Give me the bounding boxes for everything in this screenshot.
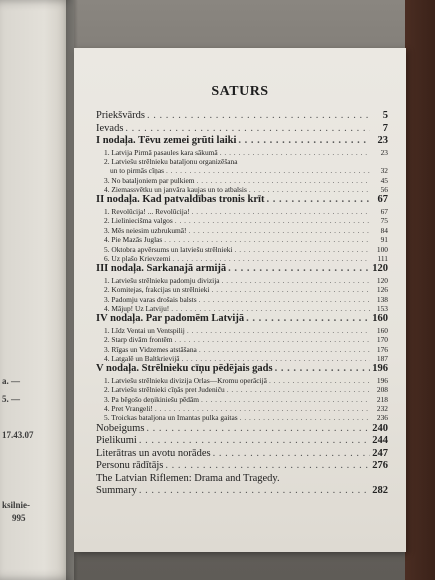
toc-entry-page: 67	[377, 194, 388, 206]
toc-entry-page: 196	[376, 375, 388, 385]
toc-entry	[96, 123, 388, 136]
toc-entry	[96, 395, 388, 404]
toc-entry-title: Nobeigums	[96, 422, 145, 434]
toc-entry-title: 4. Ziemassvētku un janvāra kaujas un to atbalsis	[104, 185, 247, 195]
dot-leader	[199, 345, 370, 354]
dot-leader	[164, 235, 370, 244]
toc-entry	[96, 345, 388, 354]
toc-entry	[96, 216, 388, 225]
dot-leader	[166, 166, 370, 175]
toc-entry-title: V nodaļa. Strēlnieku cīņu pēdējais gads	[96, 363, 273, 375]
toc-entry-title: Ievads	[96, 122, 124, 134]
toc-entry-title: The Latvian Riflemen: Drama and Tragedy.	[96, 472, 280, 484]
toc-entry-title: 4. Latgalē un Baltkrievijā	[104, 354, 180, 364]
toc-entry-page: 244	[372, 435, 388, 447]
dot-leader	[266, 194, 370, 207]
dot-leader	[175, 216, 370, 225]
toc-entry-page: 23	[380, 147, 388, 157]
toc-entry-title: 3. No bataljoniem par pulkiem	[104, 175, 195, 185]
toc-entry-title: I nodaļa. Tēvu zemei grūti laiki	[96, 135, 237, 146]
dot-leader	[173, 254, 371, 263]
left-page-fragment: 17.43.07	[2, 430, 34, 440]
toc-entry-page: 187	[376, 354, 388, 364]
toc-entry-title: 6. Uz plašo Krievzemi	[104, 253, 171, 263]
toc-entry-page: 240	[372, 422, 388, 434]
toc-entry-page: 5	[382, 110, 388, 121]
toc-entry-page: 247	[372, 447, 388, 459]
toc-entry-title: 4. Mājup! Uz Latviju!	[104, 303, 170, 313]
toc-entry-title: 2. Lieliniecišma valgos	[104, 216, 173, 226]
toc-entry-page: 138	[376, 294, 388, 304]
toc-entry-title: Pielikumi	[96, 435, 137, 447]
toc-entry	[96, 295, 388, 304]
toc-entry	[96, 194, 388, 207]
dot-leader	[146, 423, 370, 436]
toc-entry	[96, 448, 388, 461]
toc-entry	[96, 235, 388, 244]
toc-entry-page: 7	[382, 122, 388, 134]
dot-leader	[213, 448, 370, 461]
toc-entry-title: 1. Latviešu strēlnieku divizija Orlas—Kromu operācijā	[104, 375, 267, 385]
toc-entry-title: 5. Oktobra apvērsums un latviešu strēlnieki	[104, 244, 233, 254]
toc-entry-page: 120	[372, 263, 388, 275]
toc-entry	[96, 404, 388, 413]
toc-entry-page: 160	[376, 325, 388, 335]
toc-entry-title: 3. Padomju varas drošais balsts	[104, 294, 197, 304]
toc-entry-page: 45	[380, 175, 388, 185]
toc-entry	[96, 276, 388, 285]
toc-entry-page: 111	[377, 253, 388, 263]
toc-entry-title: 2. Latviešu strēlnieku bataljonu organizēšana	[104, 156, 238, 166]
dot-leader	[155, 404, 370, 413]
toc-entry	[96, 485, 388, 498]
toc-entry	[96, 226, 388, 235]
toc-entry-page: 160	[372, 313, 388, 325]
dot-leader	[175, 335, 370, 344]
toc-entry-page: 23	[377, 135, 388, 146]
toc-entry-page: 153	[376, 303, 388, 313]
dot-leader	[249, 185, 370, 194]
toc-entry-page: 32	[380, 166, 388, 176]
toc-entry-title: 3. Pa bēgošo deņikiniešu pēdām	[104, 394, 200, 404]
book-cover-edge	[405, 0, 435, 580]
toc-entry-page: 208	[376, 385, 388, 395]
dot-leader	[187, 326, 370, 335]
dot-leader	[199, 295, 370, 304]
toc-entry-page: 232	[376, 404, 388, 414]
toc-entry-page: 120	[376, 275, 388, 285]
dot-leader	[235, 245, 371, 254]
table-of-contents	[96, 110, 388, 498]
dot-leader	[269, 376, 370, 385]
dot-leader	[240, 413, 370, 422]
toc-entry-title: III nodaļa. Sarkanajā armijā	[96, 263, 227, 275]
left-page-fragment: ksilnie-	[2, 500, 31, 510]
toc-entry-page: 91	[380, 235, 388, 245]
dot-leader	[275, 363, 370, 376]
toc-entry-title: Literātras un avotu norādes	[96, 447, 211, 459]
dot-leader	[227, 385, 370, 394]
dot-leader	[228, 263, 370, 276]
dot-leader	[171, 304, 370, 313]
toc-entry	[96, 185, 388, 194]
contents-page	[74, 48, 406, 552]
toc-entry-title: 3. Mēs neiesim uzbrukumā!	[104, 225, 187, 235]
toc-entry-title: 3. Rīgas un Vidzemes atstāšana	[104, 344, 197, 354]
toc-entry	[96, 166, 388, 175]
dot-leader	[147, 110, 370, 123]
toc-entry-page: 75	[380, 216, 388, 226]
toc-entry-title: Summary	[96, 485, 137, 497]
dot-leader	[212, 285, 371, 294]
dot-leader	[189, 226, 370, 235]
toc-entry	[96, 423, 388, 436]
toc-entry-title: un to pirmās cīņas	[110, 166, 164, 176]
toc-entry	[96, 335, 388, 344]
toc-entry	[96, 354, 388, 363]
left-page-fragment: a. —	[2, 376, 20, 386]
toc-entry-title: 2. Komitejas, frakcijas un strēlnieki	[104, 285, 210, 295]
toc-entry-title: Personu rādītājs	[96, 460, 164, 472]
toc-entry-title: 1. Revolūcija! ... Revolūcija!	[104, 206, 190, 216]
dot-leader	[182, 354, 370, 363]
toc-entry	[96, 207, 388, 216]
toc-entry	[96, 245, 388, 254]
toc-entry	[96, 385, 388, 394]
toc-entry-title: 1. Latviešu strēlnieku padomju divizija	[104, 275, 220, 285]
left-page-fragment: 995	[12, 513, 26, 523]
toc-entry-title: IV nodaļa. Par padomēm Latvijā	[96, 313, 245, 325]
toc-entry-title: 4. Pret Vrangeli!	[104, 404, 153, 414]
dot-leader	[139, 435, 370, 448]
toc-entry	[96, 148, 388, 157]
dot-leader	[197, 176, 370, 185]
toc-entry	[96, 460, 388, 473]
toc-entry-title: 2. Starp divām frontēm	[104, 335, 173, 345]
toc-entry	[96, 263, 388, 276]
dot-leader	[125, 123, 370, 136]
toc-entry-page: 276	[372, 460, 388, 472]
dot-leader	[165, 460, 370, 473]
toc-entry-page: 236	[376, 413, 388, 423]
dot-leader	[192, 207, 370, 216]
left-page-fragment: 5. —	[2, 394, 20, 404]
toc-entry	[96, 135, 388, 148]
left-page	[0, 0, 74, 580]
toc-entry	[96, 110, 388, 123]
dot-leader	[220, 148, 370, 157]
toc-entry-page: 126	[376, 285, 388, 295]
toc-entry	[96, 376, 388, 385]
dot-leader	[222, 276, 370, 285]
toc-entry	[96, 413, 388, 422]
toc-entry	[96, 435, 388, 448]
toc-entry-title: Priekšvārds	[96, 110, 145, 121]
toc-entry-title: 2. Latviešu strēlnieki cīņās pret Judeniču	[104, 385, 225, 395]
toc-entry-title: 1. Līdz Ventai un Ventspilij	[104, 325, 185, 335]
toc-entry-page: 170	[376, 335, 388, 345]
toc-entry	[96, 254, 388, 263]
toc-entry-page: 84	[380, 225, 388, 235]
toc-entry	[96, 285, 388, 294]
dot-leader	[201, 395, 370, 404]
page-title: SATURS	[211, 84, 269, 99]
toc-entry	[96, 304, 388, 313]
dot-leader	[238, 135, 370, 148]
toc-entry-page: 196	[372, 363, 388, 375]
toc-entry	[96, 326, 388, 335]
toc-entry-title: 1. Latvija Pirmā pasaules kara sākumā	[104, 147, 218, 157]
toc-entry	[96, 363, 388, 376]
toc-entry	[96, 176, 388, 185]
toc-entry-page: 282	[372, 485, 388, 497]
toc-entry-title: II nodaļa. Kad patvaldības tronis krīt	[96, 194, 265, 206]
toc-entry	[96, 473, 388, 486]
toc-entry-title: 5. Troickas bataljona un Imantas pulka gaitas	[104, 413, 238, 423]
toc-entry-page: 218	[376, 394, 388, 404]
toc-entry-page: 100	[376, 244, 388, 254]
toc-entry-page: 56	[380, 185, 388, 195]
toc-entry-page: 67	[380, 206, 388, 216]
toc-entry	[96, 157, 388, 166]
toc-entry	[96, 313, 388, 326]
dot-leader	[246, 313, 370, 326]
toc-entry-page: 176	[376, 344, 388, 354]
toc-entry-title: 4. Pie Mazās Juglas	[104, 235, 163, 245]
dot-leader	[139, 485, 370, 498]
